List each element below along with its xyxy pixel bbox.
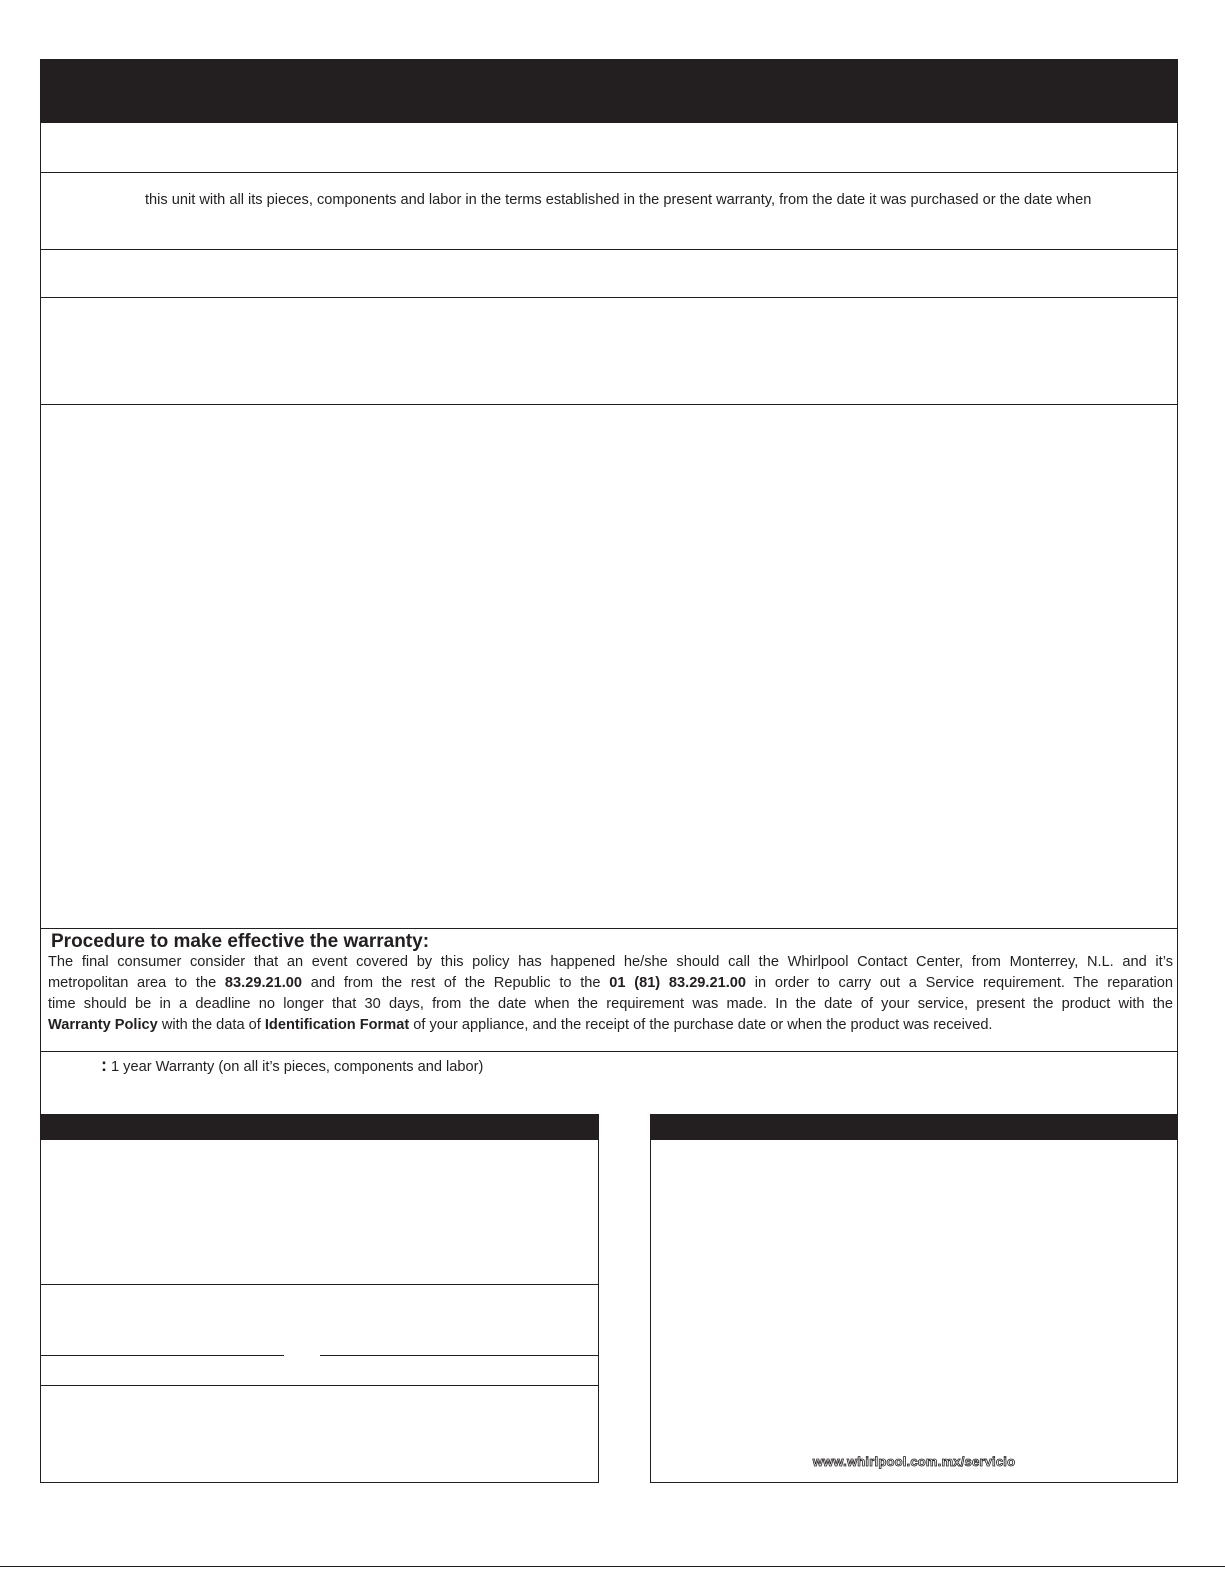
page-bottom-rule [0,1566,1225,1567]
warranty-term-text: 1 year Warranty (on all it’s pieces, components and labor) [111,1059,484,1075]
signature-line-1 [40,1355,284,1356]
divider-6 [40,1051,1178,1052]
procedure-line-2-a: metropolitan area to the [48,975,225,991]
procedure-line-2-c: in order to carry out a Service requirement. The reparation [746,975,1173,991]
right-box-left [650,1114,651,1483]
service-url: www.whirlpool.com.mx/servicio [812,1454,1016,1469]
left-box-left [40,1051,41,1483]
procedure-line-3-text: time should be in a deadline no longer that 30 days, from the date when the requirement was made. In the date of your service, present the product with the [48,996,1173,1012]
procedure-line-1-text: The final consumer consider that an event covered by this policy has happened he/she should call the Whirlpool Contact Center, from Monterrey, N.L. and it’s [48,954,1173,970]
divider-2 [40,249,1178,250]
left-box-header [40,1114,599,1140]
left-box-right [598,1114,599,1483]
signature-line-2 [320,1355,599,1356]
divider-4 [40,404,1178,405]
coverage-text: this unit with all its pieces, components and labor in the terms established in the present warranty, from the date it was purchased or the date when [145,192,1092,208]
phone-national: 01 (81) 83.29.21.00 [609,975,747,991]
divider-1 [40,172,1178,173]
left-box-bottom [40,1482,599,1483]
frame-left [40,59,41,1052]
procedure-line-4 [48,1015,993,1036]
procedure-title: Procedure to make effective the warranty: [51,931,430,952]
phone-local: 83.29.21.00 [224,975,303,991]
warranty-term-colon: : [101,1055,107,1075]
warranty-term [101,1055,483,1078]
header-band [40,59,1178,123]
procedure-line-3 [48,994,1173,1015]
procedure-line-4-a: with the data of [157,1017,265,1033]
procedure-line-1 [48,952,1173,973]
procedure-line-2-b: and from the rest of the Republic to the [302,975,610,991]
frame-right [1177,59,1178,1052]
divider-3 [40,297,1178,298]
right-box-bottom [650,1482,1178,1483]
warranty-policy-label: Warranty Policy [48,1017,158,1033]
left-box-divider-2 [40,1385,599,1386]
identification-format-label: Identification Format [264,1017,410,1033]
left-box-divider-1 [40,1284,599,1285]
divider-5 [40,928,1178,929]
procedure-line-4-b: of your appliance, and the receipt of the purchase date or when the product was received. [409,1017,993,1033]
right-box-right [1177,1051,1178,1483]
right-box-header [650,1114,1178,1140]
procedure-line-2 [48,973,1173,994]
